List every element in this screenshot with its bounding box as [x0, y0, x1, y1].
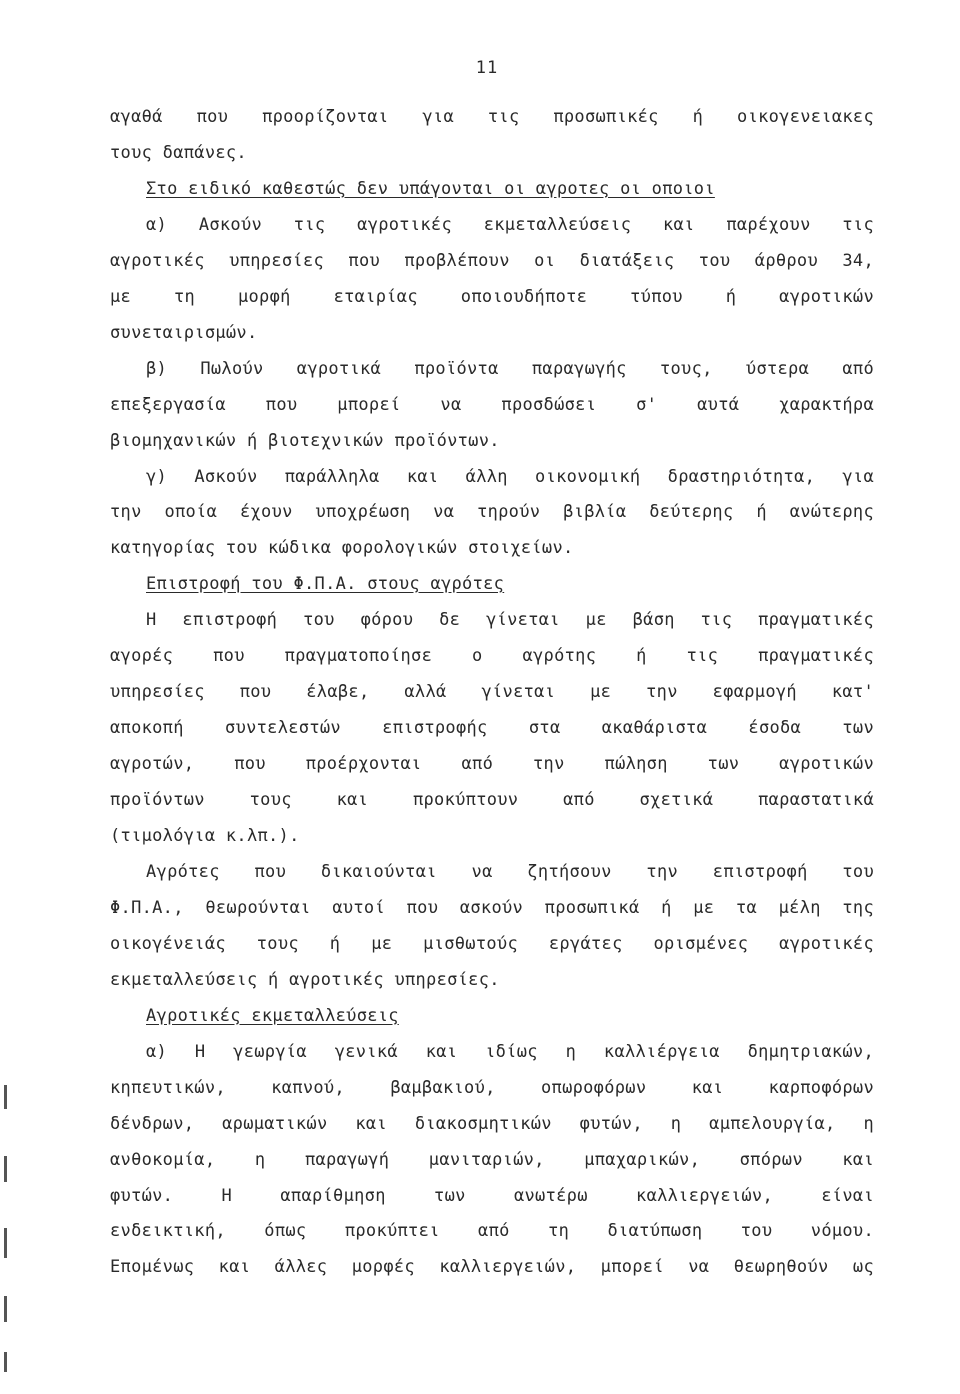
- text-line: αγορές που πραγματοποίησε ο αγρότης ή τις πραγματικές: [110, 646, 874, 666]
- text-line: επεξεργασία που μπορεί να προσδώσει σ' αυτά χαρακτήρα: [110, 395, 874, 415]
- section-heading: Αγροτικές εκμεταλλεύσεις: [146, 1006, 399, 1026]
- text-line: ανθοκομία, η παραγωγή μανιταριών, μπαχαρικών, σπόρων και: [110, 1150, 874, 1170]
- text-line: δένδρων, αρωματικών και διακοσμητικών φυτών, η αμπελουργία, η: [110, 1114, 874, 1134]
- text-line: με τη μορφή εταιρίας οποιουδήποτε τύπου ή αγροτικών: [110, 287, 874, 307]
- text-line: υπηρεσίες που έλαβε, αλλά γίνεται με την εφαρμογή κατ': [110, 682, 874, 702]
- text-line: βιομηχανικών ή βιοτεχνικών προϊόντων.: [110, 431, 500, 451]
- text-line: φυτών. Η απαρίθμηση των ανωτέρω καλλιεργειών, είναι: [110, 1186, 874, 1206]
- text-line: (τιμολόγια κ.λπ.).: [110, 826, 300, 846]
- text-line: Επομένως και άλλες μορφές καλλιεργειών, μπορεί να θεωρηθούν ως: [110, 1257, 874, 1277]
- page-number: 11: [475, 58, 499, 78]
- text-line: αποκοπή συντελεστών επιστροφής στα ακαθάριστα έσοδα των: [110, 718, 874, 738]
- margin-mark: [4, 1228, 7, 1258]
- text-line: κατηγορίας του κώδικα φορολογικών στοιχείων.: [110, 538, 574, 558]
- text-line: οικογένειάς τους ή με μισθωτούς εργάτες ορισμένες αγροτικές: [110, 934, 874, 954]
- text-line: ενδεικτική, όπως προκύπτει από τη διατύπωση του νόμου.: [110, 1221, 874, 1241]
- text-line: αγροτικές υπηρεσίες που προβλέπουν οι διατάξεις του άρθρου 34,: [110, 251, 874, 271]
- text-line: συνεταιρισμών.: [110, 323, 258, 343]
- text-line: αγαθά που προορίζονται για τις προσωπικές ή οικογενειακες: [110, 107, 874, 127]
- text-line: την οποία έχουν υποχρέωση να τηρούν βιβλία δεύτερης ή ανώτερης: [110, 502, 874, 522]
- margin-mark: [4, 1156, 7, 1182]
- margin-mark: [4, 1352, 7, 1372]
- section-heading: Επιστροφή του Φ.Π.Α. στους αγρότες: [146, 574, 505, 594]
- text-line: τους δαπάνες.: [110, 143, 247, 163]
- margin-mark: [4, 1085, 7, 1109]
- text-line: β) Πωλούν αγροτικά προϊόντα παραγωγής τους, ύστερα από: [146, 359, 874, 379]
- margin-mark: [4, 1296, 7, 1322]
- text-line: Φ.Π.Α., θεωρούνται αυτοί που ασκούν προσωπικά ή με τα μέλη της: [110, 898, 874, 918]
- text-line: κηπευτικών, καπνού, βαμβακιού, οπωροφόρων και καρποφόρων: [110, 1078, 874, 1098]
- text-line: α) Ασκούν τις αγροτικές εκμεταλλεύσεις και παρέχουν τις: [146, 215, 874, 235]
- text-line: Η επιστροφή του φόρου δε γίνεται με βάση τις πραγματικές: [146, 610, 874, 630]
- text-line: γ) Ασκούν παράλληλα και άλλη οικονομική δραστηριότητα, για: [146, 467, 874, 487]
- section-heading: Στο ειδικό καθεστώς δεν υπάγονται οι αγροτες οι οποιοι: [146, 179, 715, 199]
- text-line: προϊόντων τους και προκύπτουν από σχετικά παραστατικά: [110, 790, 874, 810]
- text-line: εκμεταλλεύσεις ή αγροτικές υπηρεσίες.: [110, 970, 500, 990]
- text-line: α) Η γεωργία γενικά και ιδίως η καλλιέργεια δημητριακών,: [146, 1042, 874, 1062]
- text-line: αγροτών, που προέρχονται από την πώληση των αγροτικών: [110, 754, 874, 774]
- text-line: Αγρότες που δικαιούνται να ζητήσουν την επιστροφή του: [146, 862, 874, 882]
